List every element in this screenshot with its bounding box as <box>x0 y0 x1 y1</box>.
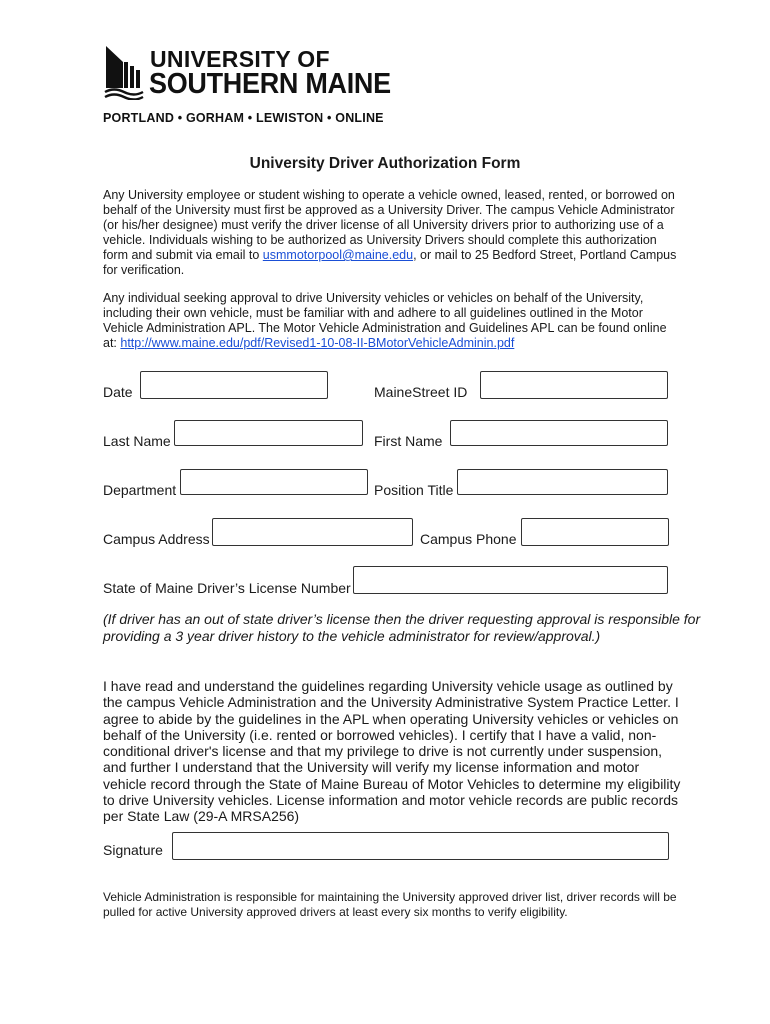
apl-link[interactable]: http://www.maine.edu/pdf/Revised1-10-08-II-BMotorVehicleAdminin.pdf <box>120 336 515 350</box>
license-number-label: State of Maine Driver’s License Number <box>103 580 351 596</box>
date-field[interactable] <box>140 371 328 399</box>
campus-address-field[interactable] <box>212 518 413 546</box>
signature-field[interactable] <box>172 832 669 860</box>
mainestreet-id-label: MaineStreet ID <box>374 384 468 400</box>
position-title-field[interactable] <box>457 469 668 495</box>
last-name-label: Last Name <box>103 433 171 449</box>
intro-text: Any University employee or student wishing to operate a vehicle owned, leased, rented, or borrowed on behalf of the University must first be approved as a University Driver. The campus Vehicle Administrator (or his/her designee) must verify the driver license of all University drivers prior to authorizing use of a vehicle. Individuals wishing to be authorized as University Drivers should complete this authorization form and submit via email to <box>103 188 675 262</box>
campus-phone-field[interactable] <box>521 518 669 546</box>
signature-label: Signature <box>103 842 163 858</box>
intro-text-end: , or mail to 25 Bedford Street, Portland Campus for verification. <box>103 248 677 277</box>
intro-paragraph <box>103 188 683 278</box>
logo-university-of: UNIVERSITY OF <box>150 46 330 72</box>
apl-text: Any individual seeking approval to drive University vehicles or vehicles on behalf of the University, including their own vehicle, must be familiar with and adhere to all guidelines outlined in the Motor Vehicle Administration APL. The Motor Vehicle Administration and Guidelines APL can be found online at: <box>103 291 667 350</box>
first-name-field[interactable] <box>450 420 668 446</box>
apl-paragraph <box>103 291 683 351</box>
position-title-label: Position Title <box>374 482 454 498</box>
last-name-field[interactable] <box>174 420 363 446</box>
footer-note: Vehicle Administration is responsible for maintaining the University approved driver list, driver records will be pulled for active University approved drivers at least every six months to verify eligibility. <box>103 890 677 919</box>
department-field[interactable] <box>180 469 368 495</box>
campus-address-label: Campus Address <box>103 531 210 547</box>
out-of-state-note: (If driver has an out of state driver’s license then the driver requesting approval is responsible for providing a 3 year driver history to the vehicle administrator for review/approval.) <box>103 611 701 644</box>
campus-list: PORTLAND • GORHAM • LEWISTON • ONLINE <box>103 111 384 125</box>
agreement-statement: I have read and understand the guidelines regarding University vehicle usage as outlined by the campus Vehicle Administration and the University Administrative System Practice Letter. I agree to abide by the guidelines in the APL when operating University vehicles or vehicles on behalf of the University (i.e. rented or borrowed vehicles). I certify that I have a valid, non-conditional driver's license and that my privilege to drive is not currently under suspension, and further I understand that the University will verify my license information and motor vehicle record through the State of Maine Bureau of Motor Vehicles to determine my eligibility to drive University vehicles. License information and motor vehicle records are public records per State Law (29-A MRSA256) <box>103 678 681 825</box>
date-label: Date <box>103 384 133 400</box>
department-label: Department <box>103 482 177 498</box>
page-title: University Driver Authorization Form <box>249 155 521 172</box>
email-link[interactable]: usmmotorpool@maine.edu <box>262 248 414 262</box>
campus-phone-label: Campus Phone <box>420 531 517 547</box>
mainestreet-id-field[interactable] <box>480 371 668 399</box>
logo-southern-maine: SOUTHERN MAINE <box>149 68 391 100</box>
license-number-field[interactable] <box>353 566 668 594</box>
first-name-label: First Name <box>374 433 443 449</box>
usm-logo-icon <box>103 44 145 100</box>
